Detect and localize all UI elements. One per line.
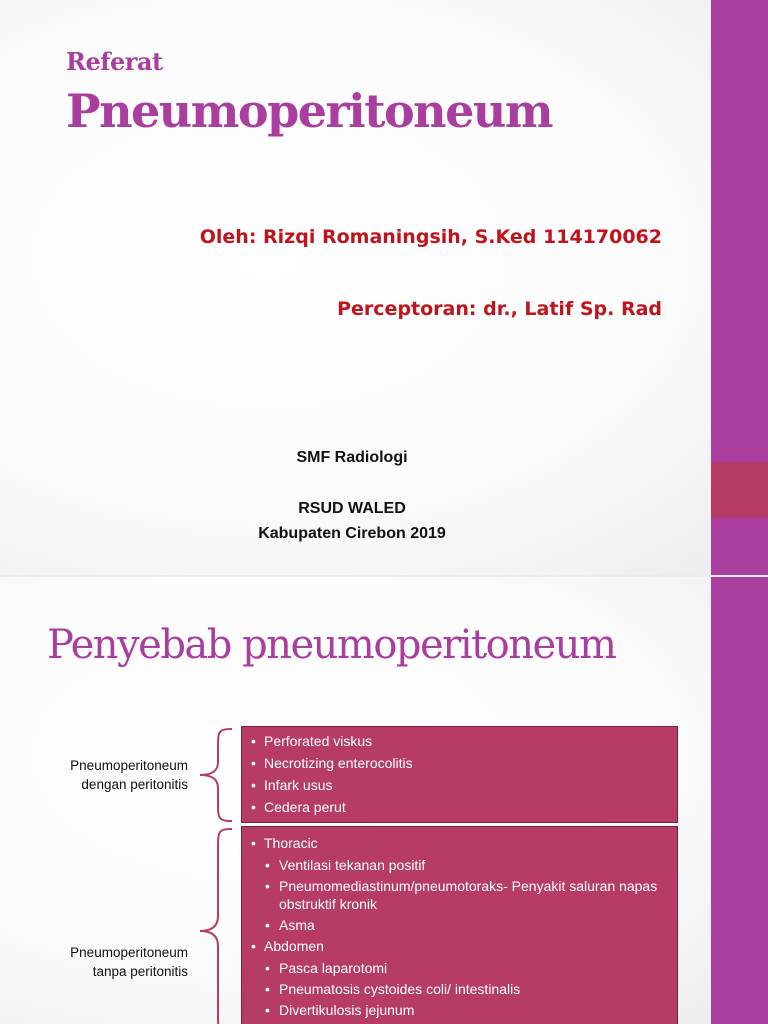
curly-brace-icon: [196, 726, 236, 824]
curly-brace-icon: [196, 826, 236, 1024]
bullet-icon: •: [251, 938, 256, 954]
hospital-text: RSUD WALED: [298, 500, 406, 517]
department-text: SMF Radiologi: [296, 449, 408, 466]
bullet-icon: •: [265, 878, 270, 894]
group-label-line: tanpa peritonitis: [92, 964, 188, 979]
list-item: • Abdomen: [251, 938, 324, 954]
bullet-icon: •: [251, 835, 256, 851]
list-item: • Necrotizing enterocolitis: [251, 755, 413, 771]
list-subitem: • Divertikulosis jejunum: [265, 1002, 415, 1018]
bullet-icon: •: [251, 799, 256, 815]
bullet-icon: •: [251, 777, 256, 793]
list-subitem: • Pneumatosis cystoides coli/ intestinalis: [265, 981, 521, 997]
bullet-icon: •: [265, 917, 270, 933]
slide-subtitle: Referat: [66, 47, 163, 76]
group-label-line: Pneumoperitoneum: [70, 945, 188, 960]
list-subitem: • Asma: [265, 917, 315, 933]
side-decor-accent: [711, 462, 768, 518]
bullet-icon: •: [265, 981, 270, 997]
slide-causes: [0, 577, 768, 1024]
bullet-icon: •: [265, 960, 270, 976]
list-item: • Cedera perut: [251, 799, 346, 815]
list-item: • Infark usus: [251, 777, 333, 793]
group-label-line: Pneumoperitoneum: [70, 758, 188, 773]
group-label-line: dengan peritonitis: [81, 777, 188, 792]
bullet-icon: •: [251, 733, 256, 749]
author-line: Oleh: Rizqi Romaningsih, S.Ked 114170062: [199, 226, 662, 248]
list-item: • Thoracic: [251, 835, 318, 851]
group-box-with-peritonitis: [241, 726, 678, 823]
slide-heading: Penyebab pneumoperitoneum: [47, 622, 616, 668]
preceptor-line: Perceptoran: dr., Latif Sp. Rad: [337, 298, 662, 320]
list-subitem: • Ventilasi tekanan positif: [265, 857, 426, 873]
group-box-without-peritonitis: [241, 826, 678, 1024]
group-label-without-peritonitis: [18, 943, 188, 981]
side-decor-bar: [711, 577, 768, 1024]
group-label-with-peritonitis: [18, 756, 188, 794]
list-subitem: • Pneumomediastinum/pneumotoraks- Penyakit saluran napas obstruktif kronik: [265, 878, 658, 912]
list-subitem: • Pasca laparotomi: [265, 960, 388, 976]
location-year-text: Kabupaten Cirebon 2019: [258, 525, 446, 542]
list-item: • Perforated viskus: [251, 733, 373, 749]
bullet-icon: •: [265, 857, 270, 873]
bullet-icon: •: [265, 1002, 270, 1018]
bullet-icon: •: [251, 755, 256, 771]
slide-title-text: Pneumoperitoneum: [66, 84, 552, 138]
